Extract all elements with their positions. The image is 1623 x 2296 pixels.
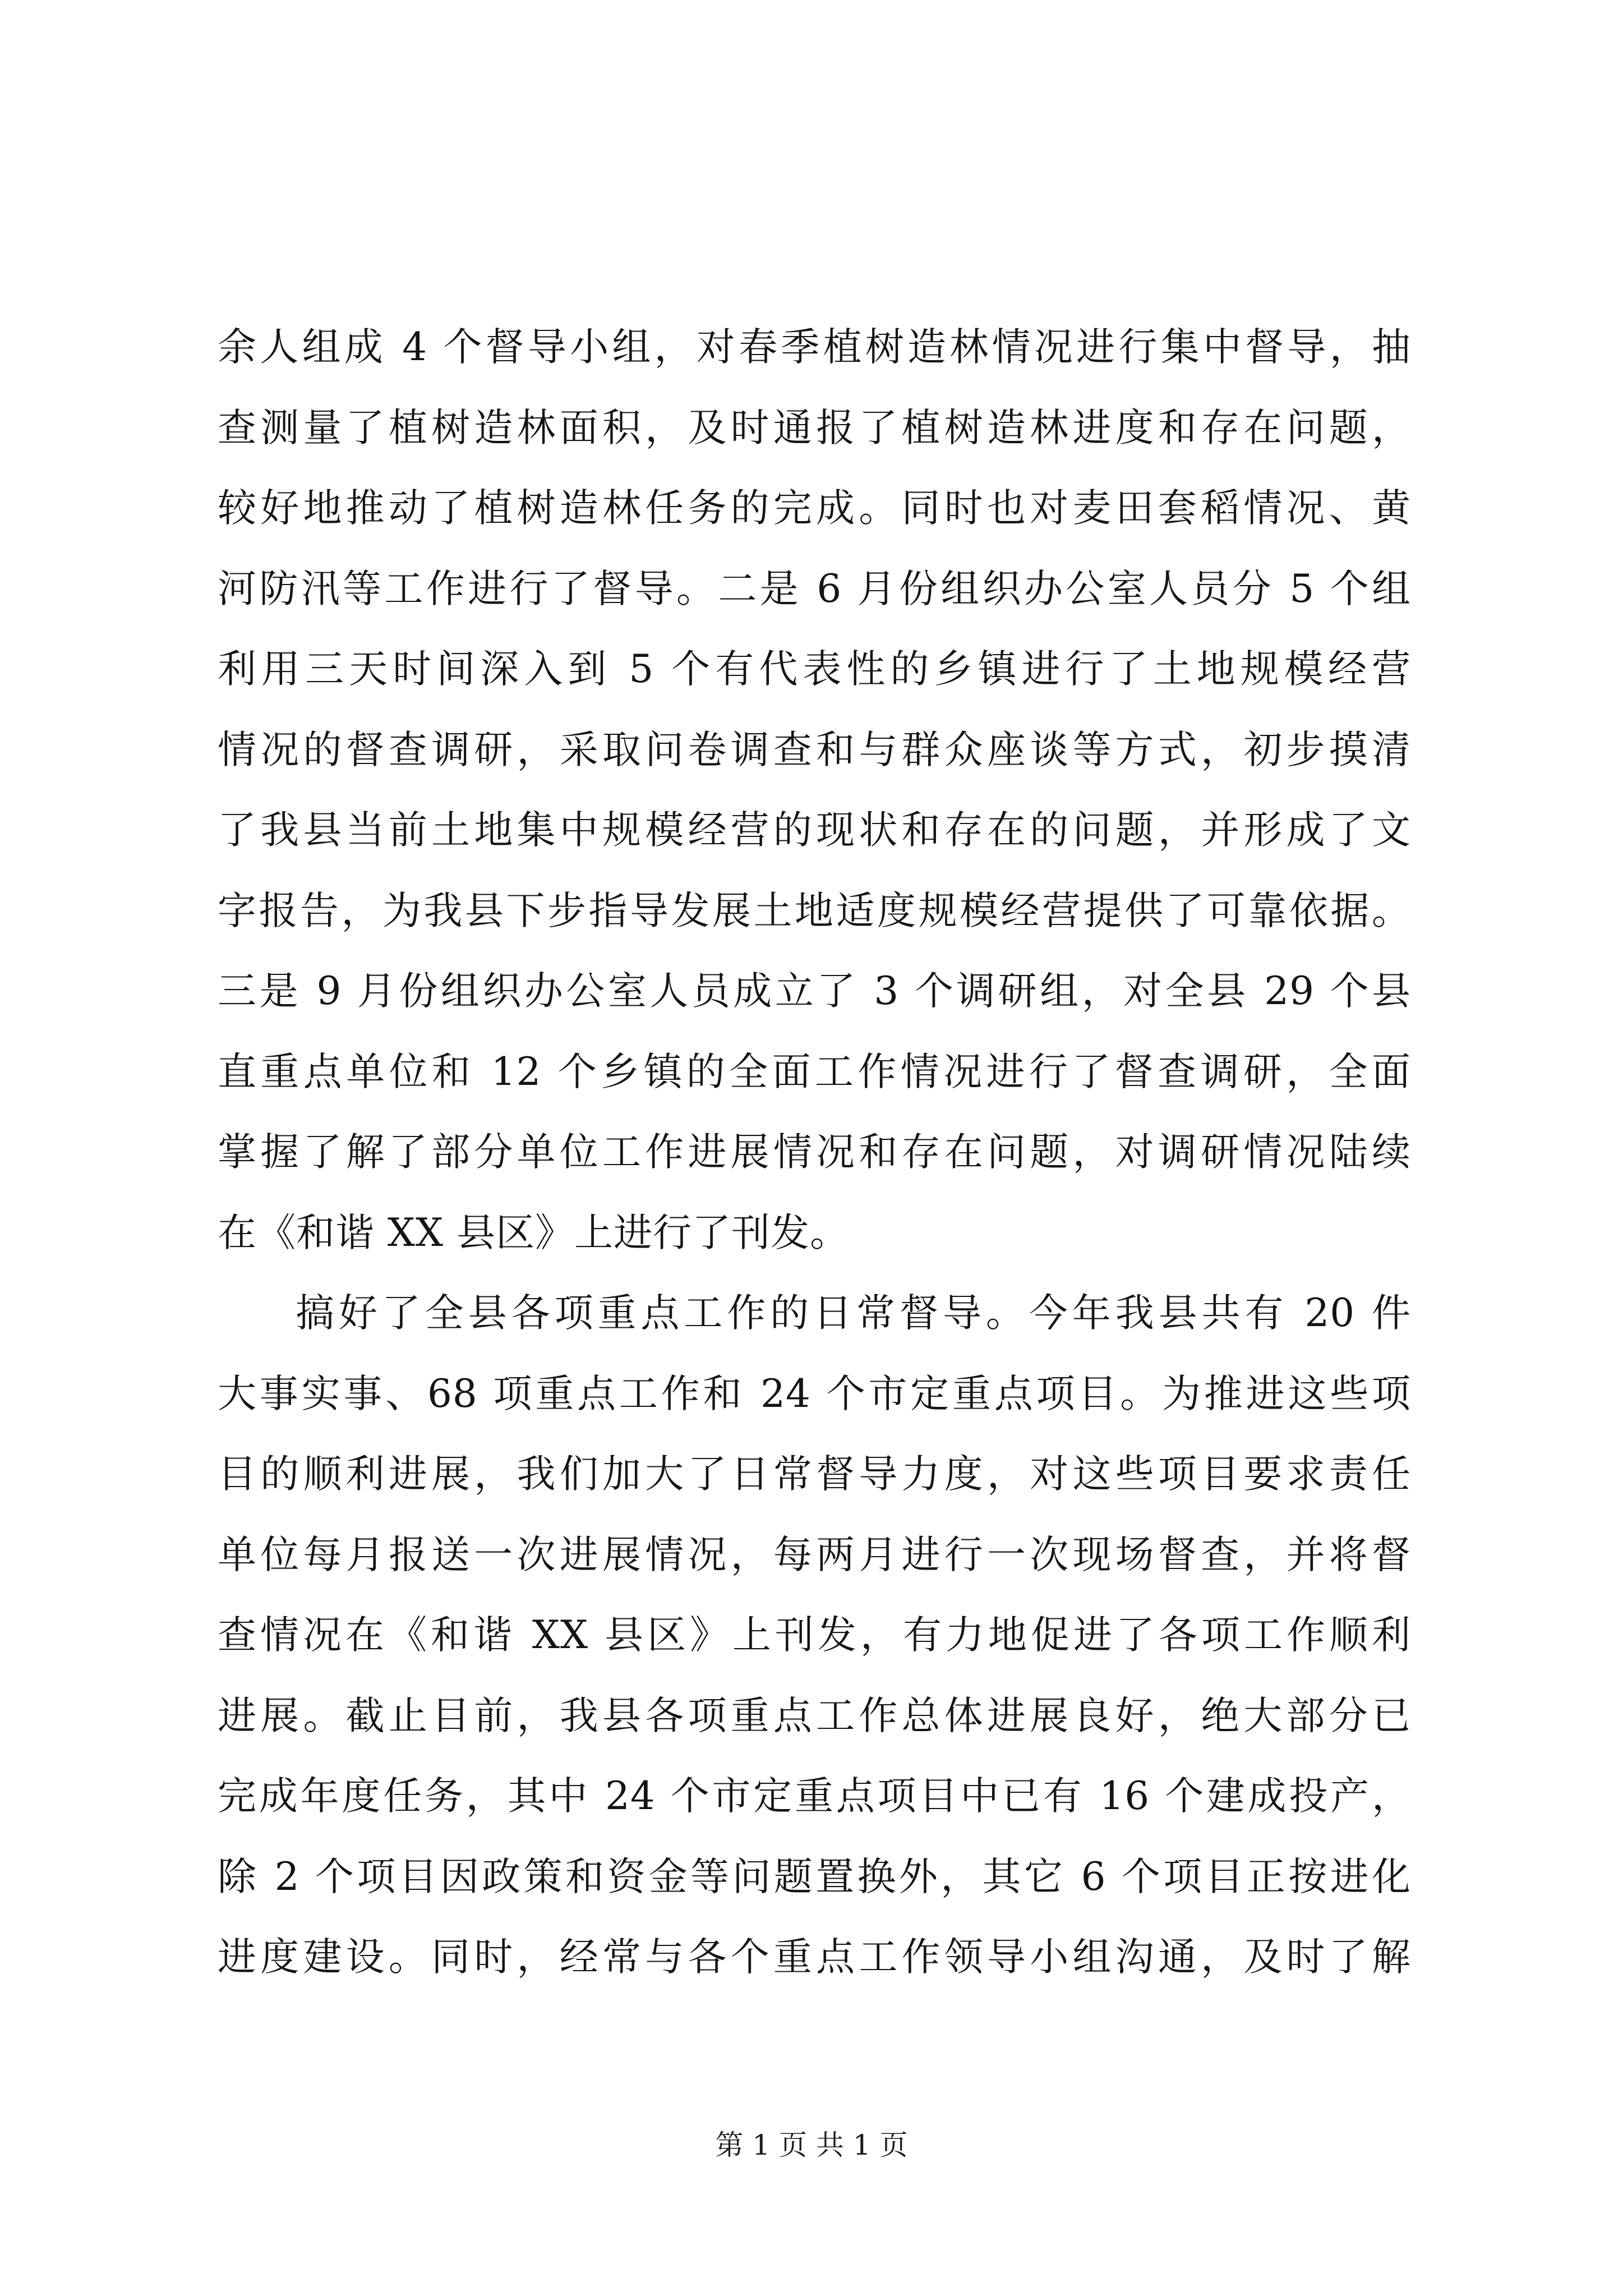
text-line: 目的顺利进展，我们加大了日常督导力度，对这些项目要求责任	[218, 1452, 1411, 1497]
text-line: 进度建设。同时，经常与各个重点工作领导小组沟通，及时了解	[218, 1935, 1411, 1980]
text-line: 较好地推动了植树造林任务的完成。同时也对麦田套稻情况、黄	[218, 486, 1411, 531]
text-line: 了我县当前土地集中规模经营的现状和存在的问题，并形成了文	[218, 808, 1411, 853]
text-line: 余人组成 4 个督导小组，对春季植树造林情况进行集中督导，抽	[218, 325, 1411, 370]
text-line: 进展。截止目前，我县各项重点工作总体进展良好，绝大部分已	[218, 1693, 1411, 1738]
text-line: 搞好了全县各项重点工作的日常督导。今年我县共有 20 件	[296, 1291, 1411, 1336]
text-line: 单位每月报送一次进展情况，每两月进行一次现场督查，并将督	[218, 1532, 1411, 1577]
text-line: 大事实事、68 项重点工作和 24 个市定重点项目。为推进这些项	[218, 1371, 1411, 1416]
text-line: 河防汛等工作进行了督导。二是 6 月份组织办公室人员分 5 个组	[218, 566, 1411, 611]
text-line: 字报告，为我县下步指导发展土地适度规模经营提供了可靠依据。	[218, 888, 1411, 933]
text-line: 三是 9 月份组织办公室人员成立了 3 个调研组，对全县 29 个县	[218, 969, 1411, 1014]
text-line: 查测量了植树造林面积，及时通报了植树造林进度和存在问题，	[218, 405, 1411, 450]
text-line: 查情况在《和谐 XX 县区》上刊发，有力地促进了各项工作顺利	[218, 1613, 1411, 1658]
text-line: 情况的督查调研，采取问卷调查和与群众座谈等方式，初步摸清	[218, 727, 1411, 772]
text-line: 掌握了解了部分单位工作进展情况和存在问题，对调研情况陆续	[218, 1130, 1411, 1175]
text-line: 在《和谐 XX 县区》上进行了刊发。	[218, 1210, 850, 1255]
document-body	[218, 307, 1411, 1998]
text-line: 直重点单位和 12 个乡镇的全面工作情况进行了督查调研，全面	[218, 1049, 1411, 1094]
page-footer: 第 1 页 共 1 页	[715, 2129, 908, 2161]
text-line: 完成年度任务，其中 24 个市定重点项目中已有 16 个建成投产，	[218, 1774, 1411, 1819]
text-line: 利用三天时间深入到 5 个有代表性的乡镇进行了土地规模经营	[218, 647, 1411, 692]
text-line: 除 2 个项目因政策和资金等问题置换外，其它 6 个项目正按进化	[218, 1854, 1411, 1899]
